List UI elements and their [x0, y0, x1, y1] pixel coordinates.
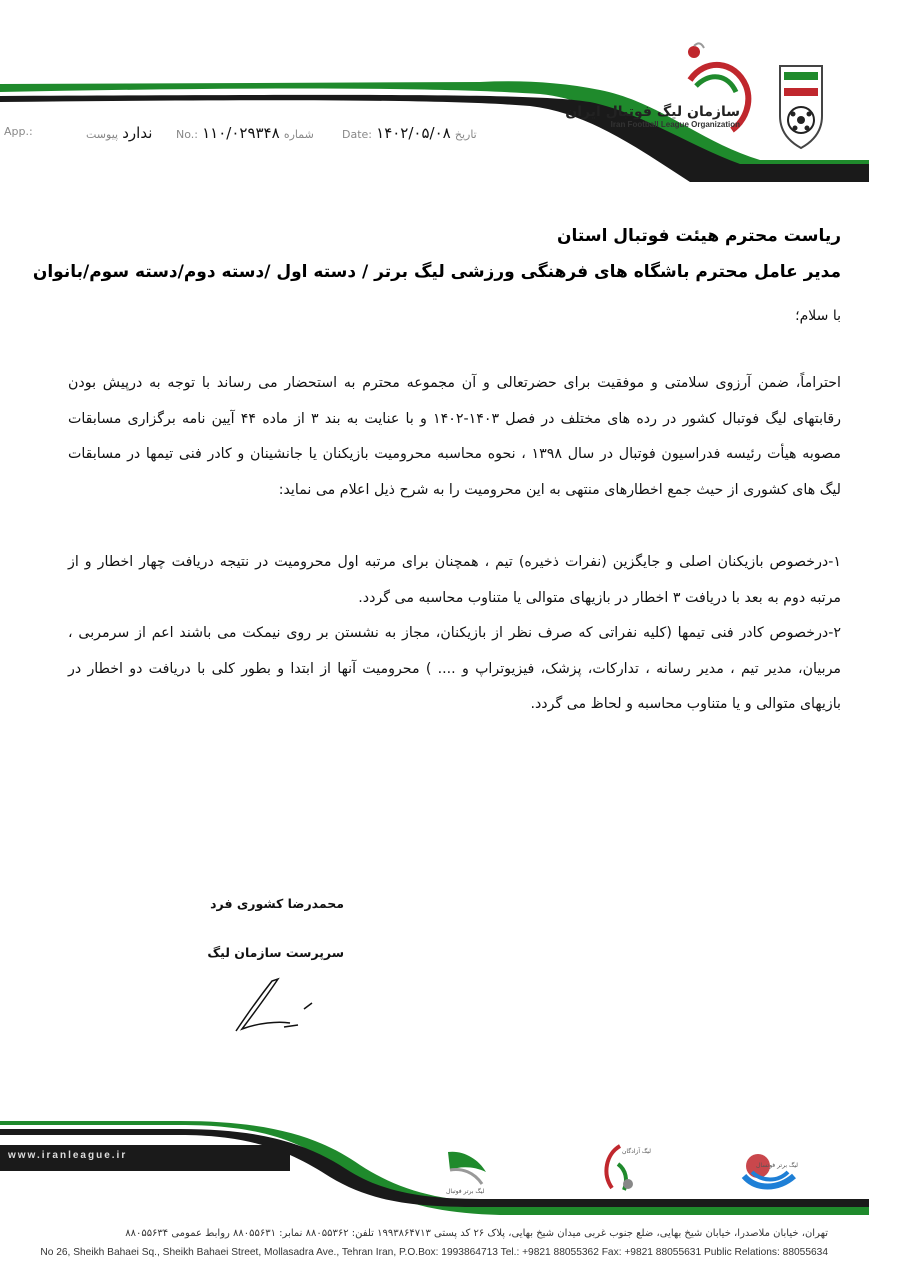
recipient-2: مدیر عامل محترم باشگاه های فرهنگی ورزشی لیگ برتر / دسته اول /دسته دوم/دسته سوم/بانوان	[32, 262, 841, 282]
date-value: ۱۴۰۲/۰۵/۰۸	[376, 124, 451, 142]
federation-emblem-icon	[776, 62, 826, 150]
signatory-name: محمدرضا کشوری فرد	[210, 896, 344, 911]
number-value: ۱۱۰/۰۲۹۳۴۸	[202, 124, 280, 142]
date-label: Date:	[342, 128, 372, 141]
date-field	[342, 124, 477, 144]
attachment-field	[86, 124, 152, 144]
item-2: ۲-درخصوص کادر فنی تیمها (کلیه نفراتی که صرف نظر از بازیکنان، مجاز به نشستن بر روی نیمکت می باشند اعم از سرمربی ، مربیان، مدیر تیم ، مدیر رسانه ، تدارکات، پزشک، فیزیوتراپ و .... ) محرومیت آنها از ابتدا و بطور کلی با دریافت دو اخطار در بازیهای متوالی و یا متناوب محاسبه و لحاظ می گردد.	[68, 625, 841, 713]
futsal-league-logo-icon	[738, 1146, 800, 1192]
greeting: با سلام؛	[795, 308, 841, 324]
org-name-fa: سازمان لیگ فوتبال ایران	[565, 104, 740, 120]
signatory-title: سرپرست سازمان لیگ	[207, 945, 344, 960]
recipient-1: ریاست محترم هیئت فوتبال استان	[557, 226, 841, 246]
number-label: No.:	[176, 128, 198, 141]
date-label-fa: تاریخ	[454, 128, 477, 141]
attachment-value: ندارد	[122, 124, 153, 142]
paragraph-1: احتراماً، ضمن آرزوی سلامتی و موفقیت برای حضرتعالی و آن مجموعه محترم به استحضار می رساند با توجه به درپیش بودن رقابتهای لیگ فوتبال کشور در رده های مختلف در فصل ۱۴۰۳-۱۴۰۲ و با عنایت به بند ۳ از ماده ۴۴ آیین نامه برگزاری مسابقات مصوبه هیأت رئیسه فدراسیون فوتبال در سال ۱۳۹۸ ، نحوه محاسبه محرومیت بازیکنان یا جانشینان و کادر فنی تیمها در مسابقات لیگ های کشوری از حیث جمع اخطارهای منتهی به این محرومیت را به شرح ذیل اعلام می نماید:	[68, 375, 841, 498]
number-label-fa: شماره	[283, 128, 314, 141]
address-en: No 26, Sheikh Bahaei Sq., Sheikh Bahaei Street, Mollasadra Ave., Tehran Iran, P.O.Box: 1993864713 Tel.: +9821 88055362 Fax: +9821 88055631 Public Relations: 88055634	[40, 1247, 828, 1258]
attachment-label: App.:	[4, 125, 33, 138]
org-name	[560, 104, 740, 129]
handwritten-signature	[228, 975, 323, 1037]
website-link[interactable]: www.iranleague.ir	[8, 1150, 128, 1161]
azadegan-league-caption: لیگ آزادگان	[622, 1148, 651, 1155]
item-1: ۱-درخصوص بازیکنان اصلی و جایگزین (نفرات ذخیره) تیم ، همچنان برای مرتبه اول محرومیت در نتیجه دریافت چهار اخطار و از مرتبه دوم به بعد با دریافت ۳ اخطار در بازیهای متوالی یا متناوب محاسبه می گردد.	[68, 554, 841, 606]
premier-league-logo-icon	[442, 1146, 492, 1190]
org-name-en: Iran Football League Organization	[610, 120, 740, 129]
futsal-league-caption: لیگ برتر فوتسال	[756, 1162, 798, 1169]
attachment-label-fa: پیوست	[86, 128, 119, 141]
address-fa: تهران، خیابان ملاصدرا، خیابان شیخ بهایی، ضلع جنوب غربی میدان شیخ بهایی، پلاک ۲۶ کد پستی ۱۹۹۳۸۶۴۷۱۳ تلفن: ۸۸۰۵۵۳۶۲ نمابر: ۸۸۰۵۵۶۳۱ روابط عمومی ۸۸۰۵۵۶۳۴	[125, 1228, 828, 1239]
premier-league-caption: لیگ برتر فوتبال	[446, 1188, 485, 1195]
number-field	[176, 124, 314, 144]
